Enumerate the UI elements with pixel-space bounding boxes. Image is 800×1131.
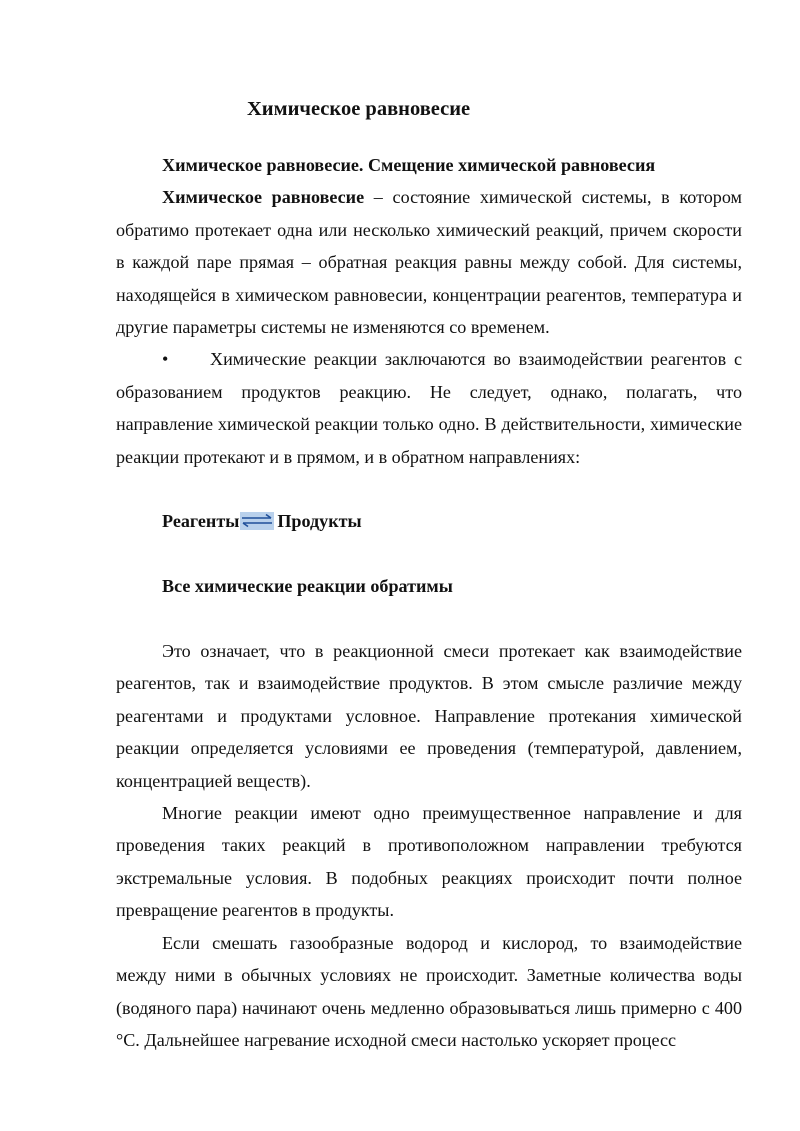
spacer	[116, 538, 742, 570]
meaning-paragraph: Это означает, что в реакционной смеси протекает как взаимодействие реагентов, так и взаимодействие продуктов. В этом смысле различие между реагентами и продуктами условное. Направление протекания химической реакции определяется условиями ее проведения (температурой, давлением, концентрацией веществ).	[116, 641, 742, 791]
definition-term: Химическое равновесие	[162, 187, 365, 208]
bullet-paragraph	[116, 343, 742, 473]
reaction-scheme	[116, 505, 742, 537]
section-subtitle: Химическое равновесие. Смещение химической равновесия	[162, 155, 656, 175]
spacer	[116, 603, 742, 635]
document-content	[116, 93, 742, 1056]
reagents-label: Реагенты	[162, 511, 240, 532]
hydrogen-oxygen-paragraph: Если смешать газообразные водород и кислород, то взаимодействие между ними в обычных условиях не происходит. Заметные количества воды (водяного пара) начинают очень медленно образовываться лишь примерно с 400 °С. Дальнейшее нагревание исходной смеси настолько ускоряет процесс	[116, 932, 742, 1050]
many-reactions-paragraph: Многие реакции имеют одно преимущественное направление и для проведения таких реакций в противоположном направлении требуются экстремальные условия. В подобных реакциях происходит почти полное превращение реагентов в продукты.	[116, 803, 742, 921]
bullet-icon: •	[162, 349, 169, 370]
reversible-heading: Все химические реакции обратимы	[162, 576, 453, 597]
page-title: Химическое равновесие	[247, 98, 471, 120]
definition-paragraph	[116, 181, 742, 343]
definition-text: – состояние химической системы, в котором обратимо протекает одна или несколько химический реакций, причем скорости в каждой паре прямая – обратная реакция равны между собой. Для системы, находящейся в химическом равновесии, концентрации реагентов, температура и другие параметры системы не изменяются со временем.	[116, 187, 742, 338]
equilibrium-arrows-icon	[240, 512, 274, 530]
spacer	[116, 473, 742, 505]
products-label: Продукты	[277, 511, 362, 532]
bullet-text: Химические реакции заключаются во взаимодействии реагентов с образованием продуктов реакцию. Не следует, однако, полагать, что направление химической реакции только одно. В действительности, химические реакции протекают и в прямом, и в обратном направлениях:	[116, 349, 742, 467]
